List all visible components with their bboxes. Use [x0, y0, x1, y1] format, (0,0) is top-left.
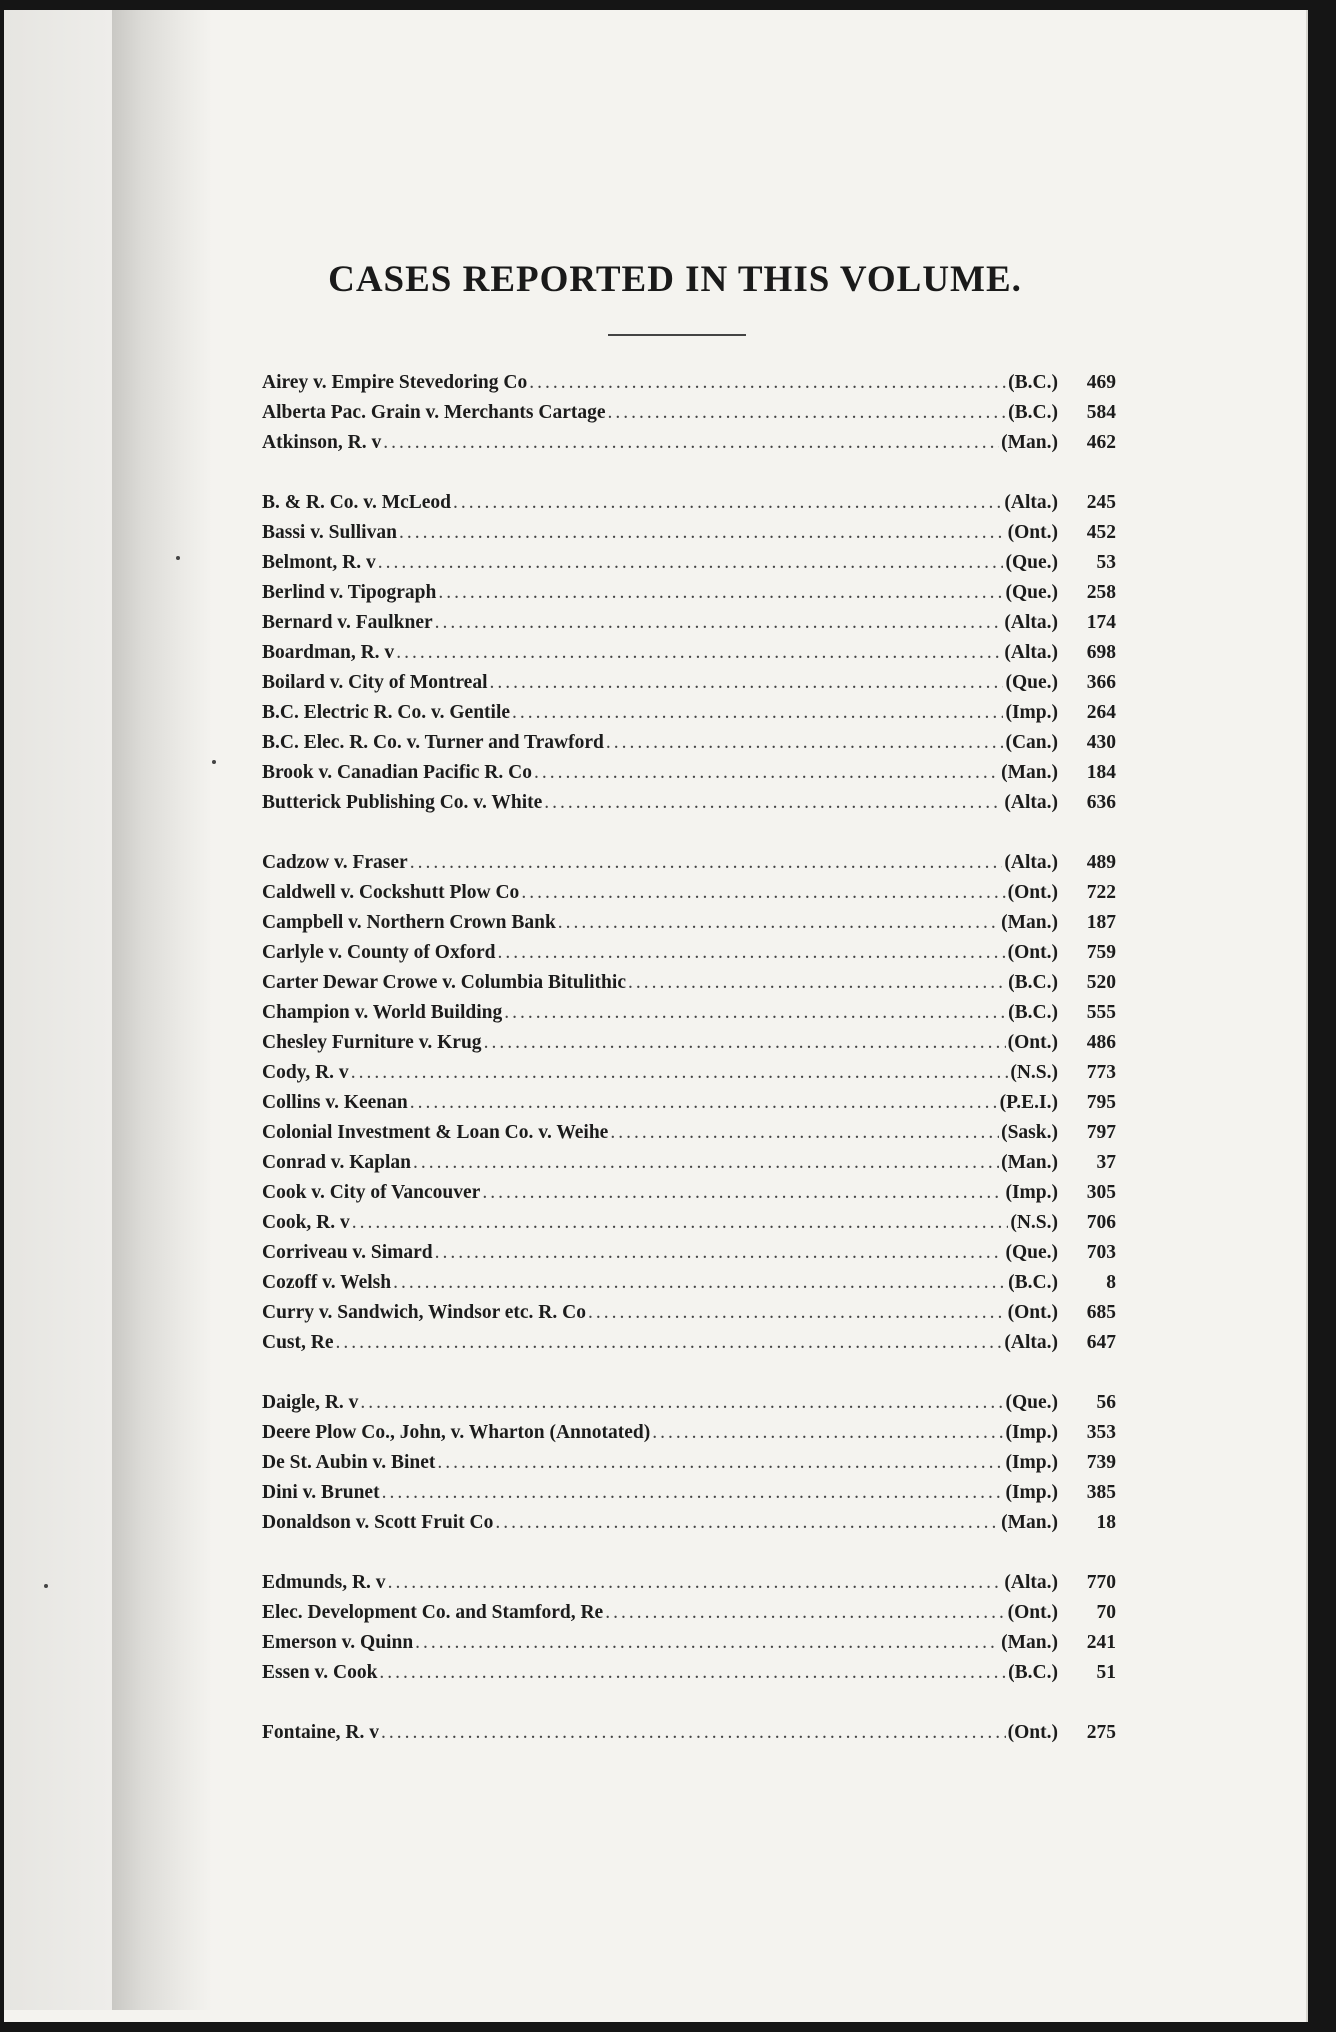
case-entry: [262, 608, 1116, 638]
dot-leader: [497, 938, 1005, 968]
court-abbreviation: (B.C.): [1008, 1272, 1058, 1293]
dot-leader: [504, 998, 1006, 1028]
page-number: 37: [1096, 1152, 1116, 1173]
group-spacer: [262, 458, 1116, 488]
court-abbreviation: (Imp.): [1005, 1482, 1058, 1503]
court-abbreviation: (Que.): [1005, 552, 1058, 573]
group-spacer: [262, 1358, 1116, 1388]
case-name: Brook v. Canadian Pacific R. Co: [262, 762, 532, 783]
page-number: 51: [1096, 1662, 1116, 1683]
case-name: Alberta Pac. Grain v. Merchants Cartage: [262, 402, 606, 423]
court-abbreviation: (Ont.): [1007, 882, 1058, 903]
case-entry: [262, 1478, 1116, 1508]
case-name: Boardman, R. v: [262, 642, 395, 663]
case-name: B.C. Elec. R. Co. v. Turner and Trawford: [262, 732, 604, 753]
court-abbreviation: (Man.): [1001, 432, 1058, 453]
page-number: 773: [1086, 1062, 1116, 1083]
title-divider: [608, 334, 746, 336]
case-entry: [262, 518, 1116, 548]
court-abbreviation: (Ont.): [1007, 1302, 1058, 1323]
case-name: Elec. Development Co. and Stamford, Re: [262, 1602, 604, 1623]
page-number: 366: [1086, 672, 1116, 693]
court-abbreviation: (Sask.): [1001, 1122, 1058, 1143]
court-abbreviation: (Ont.): [1007, 1032, 1058, 1053]
page-number: 184: [1086, 762, 1116, 783]
case-name: Carter Dewar Crowe v. Columbia Bitulithic: [262, 972, 626, 993]
dot-leader: [379, 1658, 1006, 1688]
page-number: 706: [1086, 1212, 1116, 1233]
case-name: Dini v. Brunet: [262, 1482, 380, 1503]
case-name: Donaldson v. Scott Fruit Co: [262, 1512, 494, 1533]
group-spacer: [262, 1688, 1116, 1718]
court-abbreviation: (P.E.I.): [999, 1092, 1058, 1113]
court-abbreviation: (Imp.): [1005, 1452, 1058, 1473]
dot-leader: [512, 698, 1003, 728]
case-name: Bernard v. Faulkner: [262, 612, 433, 633]
case-entry: [262, 548, 1116, 578]
case-name: Carlyle v. County of Oxford: [262, 942, 496, 963]
court-abbreviation: (Alta.): [1004, 1572, 1058, 1593]
dot-leader: [628, 968, 1006, 998]
case-name: Curry v. Sandwich, Windsor etc. R. Co: [262, 1302, 586, 1323]
page-number: 53: [1096, 552, 1116, 573]
page-number: 18: [1096, 1512, 1116, 1533]
court-abbreviation: (Man.): [1001, 762, 1058, 783]
court-abbreviation: (Alta.): [1004, 642, 1058, 663]
group-spacer: [262, 1538, 1116, 1568]
page-number: 647: [1086, 1332, 1116, 1353]
case-entry: [262, 428, 1116, 458]
case-entry: [262, 1058, 1116, 1088]
case-name: Belmont, R. v: [262, 552, 376, 573]
dot-leader: [410, 1088, 998, 1118]
page-number: 8: [1106, 1272, 1116, 1293]
page-number: 264: [1086, 702, 1116, 723]
case-name: Cook, R. v: [262, 1212, 350, 1233]
case-name: B.C. Electric R. Co. v. Gentile: [262, 702, 511, 723]
dot-leader: [352, 1208, 1009, 1238]
case-entry: [262, 398, 1116, 428]
case-entry: [262, 1178, 1116, 1208]
court-abbreviation: (B.C.): [1008, 1662, 1058, 1683]
case-entry: [262, 1508, 1116, 1538]
dot-leader: [388, 1568, 1003, 1598]
dot-leader: [360, 1388, 1003, 1418]
case-entry: [262, 788, 1116, 818]
court-abbreviation: (Que.): [1005, 1392, 1058, 1413]
case-name: Caldwell v. Cockshutt Plow Co: [262, 882, 520, 903]
page-number: 430: [1086, 732, 1116, 753]
dot-leader: [381, 1718, 1006, 1748]
court-abbreviation: (Man.): [1001, 1152, 1058, 1173]
dot-leader: [336, 1328, 1003, 1358]
case-name: Chesley Furniture v. Krug: [262, 1032, 482, 1053]
case-name: Cozoff v. Welsh: [262, 1272, 392, 1293]
dot-leader: [605, 1598, 1005, 1628]
case-entry: [262, 1448, 1116, 1478]
case-entry: [262, 1328, 1116, 1358]
dot-leader: [410, 848, 1003, 878]
court-abbreviation: (Alta.): [1004, 612, 1058, 633]
dot-leader: [453, 488, 1002, 518]
page-number: 584: [1086, 402, 1116, 423]
page-number: 520: [1086, 972, 1116, 993]
dot-leader: [484, 1028, 1006, 1058]
court-abbreviation: (Man.): [1001, 912, 1058, 933]
court-abbreviation: (N.S.): [1010, 1212, 1058, 1233]
case-name: Bassi v. Sullivan: [262, 522, 397, 543]
dot-leader: [396, 638, 1002, 668]
page-number: 258: [1086, 582, 1116, 603]
page-number: 759: [1086, 942, 1116, 963]
case-name: Butterick Publishing Co. v. White: [262, 792, 543, 813]
dot-leader: [382, 1478, 1004, 1508]
court-abbreviation: (Man.): [1001, 1512, 1058, 1533]
case-entry: [262, 1568, 1116, 1598]
case-name: De St. Aubin v. Binet: [262, 1452, 436, 1473]
case-name: Atkinson, R. v: [262, 432, 382, 453]
case-name: Fontaine, R. v: [262, 1722, 379, 1743]
case-entry: [262, 938, 1116, 968]
dot-leader: [544, 788, 1002, 818]
court-abbreviation: (Can.): [1005, 732, 1058, 753]
page-number: 452: [1086, 522, 1116, 543]
case-name: Champion v. World Building: [262, 1002, 503, 1023]
page-number: 187: [1086, 912, 1116, 933]
page-number: 385: [1086, 1482, 1116, 1503]
case-entry: [262, 1238, 1116, 1268]
page-number: 70: [1096, 1602, 1116, 1623]
page-number: 698: [1086, 642, 1116, 663]
court-abbreviation: (Imp.): [1005, 702, 1058, 723]
case-name: Berlind v. Tipograph: [262, 582, 437, 603]
book-gutter-shadow: [112, 10, 212, 2010]
dot-leader: [415, 1628, 999, 1658]
dot-leader: [529, 368, 1006, 398]
case-name: Cadzow v. Fraser: [262, 852, 408, 873]
court-abbreviation: (Alta.): [1004, 852, 1058, 873]
ink-speck: [212, 760, 216, 764]
page-number: 489: [1086, 852, 1116, 873]
case-name: Emerson v. Quinn: [262, 1632, 414, 1653]
case-index: [262, 368, 1116, 1748]
court-abbreviation: (Ont.): [1007, 522, 1058, 543]
case-entry: [262, 1088, 1116, 1118]
case-entry: [262, 1298, 1116, 1328]
case-entry: [262, 848, 1116, 878]
page-number: 241: [1086, 1632, 1116, 1653]
dot-leader: [482, 1178, 1003, 1208]
case-entry: [262, 1388, 1116, 1418]
case-entry: [262, 1658, 1116, 1688]
case-entry: [262, 1628, 1116, 1658]
court-abbreviation: (Alta.): [1004, 492, 1058, 513]
court-abbreviation: (B.C.): [1008, 372, 1058, 393]
court-abbreviation: (Ont.): [1007, 942, 1058, 963]
page-number: 795: [1086, 1092, 1116, 1113]
case-name: Daigle, R. v: [262, 1392, 359, 1413]
dot-leader: [558, 908, 999, 938]
case-entry: [262, 968, 1116, 998]
dot-leader: [437, 1448, 1003, 1478]
page-number: 305: [1086, 1182, 1116, 1203]
case-entry: [262, 1268, 1116, 1298]
page-number: 722: [1086, 882, 1116, 903]
page-number: 174: [1086, 612, 1116, 633]
case-name: Collins v. Keenan: [262, 1092, 408, 1113]
case-name: Airey v. Empire Stevedoring Co: [262, 372, 528, 393]
page-number: 486: [1086, 1032, 1116, 1053]
dot-leader: [438, 578, 1003, 608]
page-number: 462: [1086, 432, 1116, 453]
dot-leader: [378, 548, 1004, 578]
ink-speck: [44, 1584, 48, 1588]
case-entry: [262, 998, 1116, 1028]
court-abbreviation: (Ont.): [1007, 1722, 1058, 1743]
dot-leader: [495, 1508, 999, 1538]
case-entry: [262, 908, 1116, 938]
case-entry: [262, 1418, 1116, 1448]
case-name: B. & R. Co. v. McLeod: [262, 492, 452, 513]
court-abbreviation: (N.S.): [1010, 1062, 1058, 1083]
dot-leader: [606, 728, 1004, 758]
dot-leader: [435, 608, 1003, 638]
case-entry: [262, 638, 1116, 668]
dot-leader: [534, 758, 999, 788]
dot-leader: [399, 518, 1006, 548]
page-title: CASES REPORTED IN THIS VOLUME.: [328, 259, 1022, 300]
case-entry: [262, 878, 1116, 908]
page-number: 56: [1096, 1392, 1116, 1413]
page-number: 245: [1086, 492, 1116, 513]
page-number: 797: [1086, 1122, 1116, 1143]
court-abbreviation: (Alta.): [1004, 1332, 1058, 1353]
court-abbreviation: (B.C.): [1008, 402, 1058, 423]
court-abbreviation: (Man.): [1001, 1632, 1058, 1653]
page-number: 739: [1086, 1452, 1116, 1473]
case-name: Deere Plow Co., John, v. Wharton (Annotated): [262, 1422, 651, 1443]
case-name: Essen v. Cook: [262, 1662, 378, 1683]
case-entry: [262, 368, 1116, 398]
case-entry: [262, 1118, 1116, 1148]
dot-leader: [351, 1058, 1009, 1088]
court-abbreviation: (B.C.): [1008, 1002, 1058, 1023]
case-entry: [262, 1148, 1116, 1178]
case-entry: [262, 1718, 1116, 1748]
court-abbreviation: (Que.): [1005, 582, 1058, 603]
facing-page-edge: [4, 10, 112, 2010]
case-name: Conrad v. Kaplan: [262, 1152, 412, 1173]
case-name: Cust, Re: [262, 1332, 334, 1353]
ink-speck: [176, 556, 180, 560]
case-name: Boilard v. City of Montreal: [262, 672, 488, 693]
page-number: 469: [1086, 372, 1116, 393]
dot-leader: [435, 1238, 1004, 1268]
page-number: 685: [1086, 1302, 1116, 1323]
court-abbreviation: (Que.): [1005, 672, 1058, 693]
court-abbreviation: (Que.): [1005, 1242, 1058, 1263]
dot-leader: [652, 1418, 1003, 1448]
court-abbreviation: (Imp.): [1005, 1422, 1058, 1443]
case-entry: [262, 488, 1116, 518]
case-name: Cody, R. v: [262, 1062, 349, 1083]
page-number: 555: [1086, 1002, 1116, 1023]
dot-leader: [608, 398, 1007, 428]
dot-leader: [490, 668, 1004, 698]
case-name: Corriveau v. Simard: [262, 1242, 433, 1263]
court-abbreviation: (Ont.): [1007, 1602, 1058, 1623]
case-name: Colonial Investment & Loan Co. v. Weihe: [262, 1122, 609, 1143]
case-name: Campbell v. Northern Crown Bank: [262, 912, 556, 933]
case-entry: [262, 1028, 1116, 1058]
case-entry: [262, 1598, 1116, 1628]
page-number: 353: [1086, 1422, 1116, 1443]
case-entry: [262, 578, 1116, 608]
page-number: 703: [1086, 1242, 1116, 1263]
court-abbreviation: (Alta.): [1004, 792, 1058, 813]
dot-leader: [393, 1268, 1006, 1298]
page-number: 275: [1086, 1722, 1116, 1743]
case-entry: [262, 758, 1116, 788]
case-name: Edmunds, R. v: [262, 1572, 386, 1593]
dot-leader: [383, 428, 999, 458]
case-entry: [262, 728, 1116, 758]
group-spacer: [262, 818, 1116, 848]
page-number: 636: [1086, 792, 1116, 813]
case-entry: [262, 698, 1116, 728]
dot-leader: [413, 1148, 999, 1178]
case-name: Cook v. City of Vancouver: [262, 1182, 481, 1203]
court-abbreviation: (B.C.): [1008, 972, 1058, 993]
dot-leader: [610, 1118, 999, 1148]
dot-leader: [521, 878, 1005, 908]
case-entry: [262, 668, 1116, 698]
page-number: 770: [1086, 1572, 1116, 1593]
court-abbreviation: (Imp.): [1005, 1182, 1058, 1203]
case-entry: [262, 1208, 1116, 1238]
dot-leader: [588, 1298, 1006, 1328]
